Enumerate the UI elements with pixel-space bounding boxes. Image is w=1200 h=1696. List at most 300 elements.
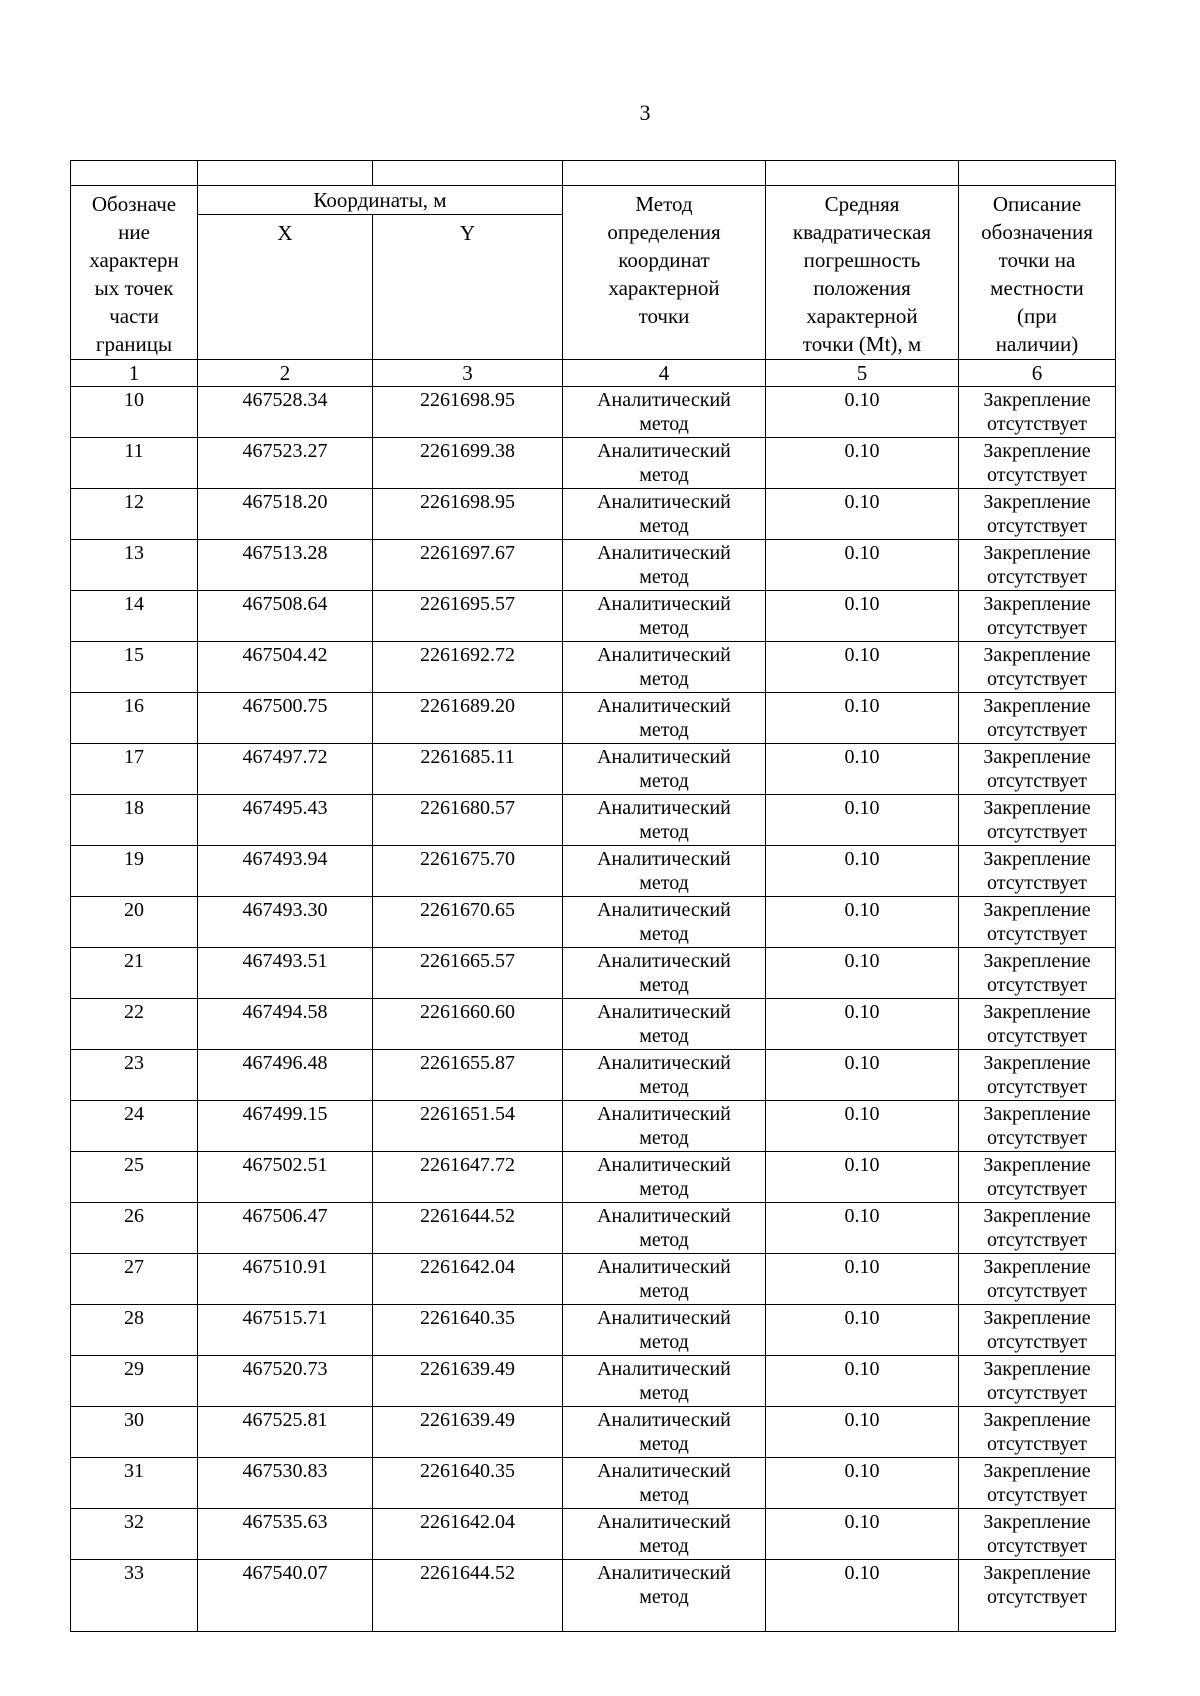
cell-description-text: отсутствует xyxy=(986,923,1088,945)
table-row xyxy=(71,1509,1116,1560)
cell-description-text: отсутствует xyxy=(986,872,1088,894)
cell-y-text: 2261692.72 xyxy=(420,644,515,666)
cell-method-text: метод xyxy=(639,974,689,996)
cell-point-number-text: 29 xyxy=(124,1358,144,1380)
column-number: 6 xyxy=(959,360,1116,387)
header-line: характерной xyxy=(806,304,918,328)
cell-point-number-text: 31 xyxy=(124,1460,144,1482)
cell-point-number-text: 21 xyxy=(124,950,144,972)
header-line: местности xyxy=(990,276,1084,300)
header-line: наличии) xyxy=(995,332,1079,356)
header-method xyxy=(563,186,766,360)
cell-mt-text: 0.10 xyxy=(844,1307,880,1329)
cell-x xyxy=(198,1254,373,1305)
cell-description-text: Закрепление xyxy=(983,1052,1091,1074)
cell-method xyxy=(563,591,766,642)
cell-method-text: метод xyxy=(639,923,689,945)
cell-x-text: 467520.73 xyxy=(242,1358,328,1380)
cell-mt xyxy=(766,1560,959,1632)
header-line: ние xyxy=(118,220,150,244)
cell-y-text: 2261639.49 xyxy=(420,1409,515,1431)
cell-y-text: 2261640.35 xyxy=(420,1307,515,1329)
cell-method xyxy=(563,1560,766,1632)
cell-description-text: отсутствует xyxy=(986,719,1088,741)
table-row xyxy=(71,1050,1116,1101)
cell-point-number xyxy=(71,897,198,948)
cell-x xyxy=(198,1458,373,1509)
cell-x xyxy=(198,1356,373,1407)
cell-x xyxy=(198,1050,373,1101)
cell-description-text: Закрепление xyxy=(983,1103,1091,1125)
table-row xyxy=(71,744,1116,795)
cell-mt-text: 0.10 xyxy=(844,593,880,615)
cell-mt-text: 0.10 xyxy=(844,848,880,870)
cell-x-text: 467497.72 xyxy=(242,746,328,768)
cell-description xyxy=(959,540,1116,591)
cell-y-text: 2261670.65 xyxy=(420,899,515,921)
cell-point-number-text: 23 xyxy=(124,1052,144,1074)
cell-method-text: Аналитический xyxy=(597,848,731,870)
cell-y-text: 2261675.70 xyxy=(420,848,515,870)
cell-method-text: Аналитический xyxy=(597,797,731,819)
header-line: точки xyxy=(638,304,690,328)
cell-point-number xyxy=(71,1458,198,1509)
cell-method-text: метод xyxy=(639,1433,689,1455)
cell-description-text: отсутствует xyxy=(986,1382,1088,1404)
cell-description xyxy=(959,1458,1116,1509)
cell-x xyxy=(198,693,373,744)
cell-mt-text: 0.10 xyxy=(844,797,880,819)
header-line: погрешность xyxy=(803,248,921,272)
cell-mt-text: 0.10 xyxy=(844,1511,880,1533)
cell-method-text: Аналитический xyxy=(597,542,731,564)
cell-point-number xyxy=(71,489,198,540)
cell-method xyxy=(563,1203,766,1254)
cell-method xyxy=(563,897,766,948)
cell-y xyxy=(373,846,563,897)
cell-method xyxy=(563,846,766,897)
cell-mt xyxy=(766,999,959,1050)
cell-method-text: метод xyxy=(639,872,689,894)
cell-y xyxy=(373,1305,563,1356)
cell-description-text: отсутствует xyxy=(986,566,1088,588)
cell-method-text: метод xyxy=(639,464,689,486)
cell-x xyxy=(198,1101,373,1152)
cell-point-number-text: 25 xyxy=(124,1154,144,1176)
header-line: Средняя xyxy=(824,192,900,216)
cell-method xyxy=(563,948,766,999)
cell-x-text: 467525.81 xyxy=(242,1409,328,1431)
cell-method xyxy=(563,744,766,795)
cell-description xyxy=(959,999,1116,1050)
cell-description-text: отсутствует xyxy=(986,974,1088,996)
cell-description xyxy=(959,1356,1116,1407)
table-row xyxy=(71,489,1116,540)
cell-method-text: метод xyxy=(639,413,689,435)
cell-point-number-text: 28 xyxy=(124,1307,144,1329)
column-number: 2 xyxy=(198,360,373,387)
cell-description-text: Закрепление xyxy=(983,1205,1091,1227)
cell-description-text: Закрепление xyxy=(983,389,1091,411)
cell-point-number-text: 12 xyxy=(124,491,144,513)
cell-method-text: метод xyxy=(639,770,689,792)
cell-x xyxy=(198,846,373,897)
cell-x-text: 467494.58 xyxy=(242,1001,328,1023)
blank-cell xyxy=(766,161,959,186)
table-row xyxy=(71,1407,1116,1458)
cell-x-text: 467493.51 xyxy=(242,950,328,972)
cell-y xyxy=(373,1509,563,1560)
cell-x xyxy=(198,540,373,591)
cell-description xyxy=(959,489,1116,540)
cell-method xyxy=(563,642,766,693)
cell-description-text: отсутствует xyxy=(986,464,1088,486)
cell-point-number xyxy=(71,744,198,795)
cell-mt-text: 0.10 xyxy=(844,1052,880,1074)
blank-cell xyxy=(373,161,563,186)
header-line: определения xyxy=(607,220,721,244)
cell-point-number-text: 19 xyxy=(124,848,144,870)
cell-point-number xyxy=(71,795,198,846)
header-line: точки на xyxy=(998,248,1076,272)
cell-method xyxy=(563,795,766,846)
cell-point-number-text: 14 xyxy=(124,593,144,615)
cell-method-text: Аналитический xyxy=(597,1154,731,1176)
cell-y-text: 2261647.72 xyxy=(420,1154,515,1176)
cell-description-text: отсутствует xyxy=(986,413,1088,435)
cell-point-number xyxy=(71,1101,198,1152)
cell-x-text: 467535.63 xyxy=(242,1511,328,1533)
cell-description-text: отсутствует xyxy=(986,1178,1088,1200)
cell-description-text: Закрепление xyxy=(983,542,1091,564)
table-row xyxy=(71,438,1116,489)
cell-point-number xyxy=(71,1152,198,1203)
cell-mt-text: 0.10 xyxy=(844,1256,880,1278)
cell-x xyxy=(198,591,373,642)
cell-description xyxy=(959,1050,1116,1101)
cell-description-text: Закрепление xyxy=(983,644,1091,666)
cell-x xyxy=(198,1407,373,1458)
cell-x xyxy=(198,1305,373,1356)
cell-description xyxy=(959,642,1116,693)
cell-point-number-text: 22 xyxy=(124,1001,144,1023)
cell-mt-text: 0.10 xyxy=(844,1001,880,1023)
cell-method-text: Аналитический xyxy=(597,1001,731,1023)
cell-method-text: метод xyxy=(639,668,689,690)
cell-mt xyxy=(766,693,959,744)
cell-method-text: Аналитический xyxy=(597,746,731,768)
cell-method-text: Аналитический xyxy=(597,1409,731,1431)
cell-y xyxy=(373,438,563,489)
cell-y xyxy=(373,795,563,846)
cell-description xyxy=(959,1509,1116,1560)
cell-x xyxy=(198,1152,373,1203)
cell-description-text: Закрепление xyxy=(983,1562,1091,1584)
cell-y-text: 2261680.57 xyxy=(420,797,515,819)
cell-x xyxy=(198,642,373,693)
cell-description xyxy=(959,795,1116,846)
cell-mt xyxy=(766,591,959,642)
cell-description-text: отсутствует xyxy=(986,1280,1088,1302)
cell-x xyxy=(198,948,373,999)
cell-description-text: Закрепление xyxy=(983,1001,1091,1023)
cell-x xyxy=(198,744,373,795)
cell-description xyxy=(959,1203,1116,1254)
cell-method-text: метод xyxy=(639,1127,689,1149)
cell-mt xyxy=(766,1254,959,1305)
cell-mt-text: 0.10 xyxy=(844,1409,880,1431)
table-row xyxy=(71,999,1116,1050)
blank-cell xyxy=(71,161,198,186)
cell-x xyxy=(198,1509,373,1560)
cell-y-text: 2261642.04 xyxy=(420,1256,515,1278)
header-error xyxy=(766,186,959,360)
cell-mt xyxy=(766,642,959,693)
cell-method-text: Аналитический xyxy=(597,950,731,972)
cell-mt xyxy=(766,1101,959,1152)
cell-description xyxy=(959,1152,1116,1203)
cell-method-text: метод xyxy=(639,1229,689,1251)
cell-point-number xyxy=(71,1254,198,1305)
cell-point-number xyxy=(71,846,198,897)
cell-method-text: Аналитический xyxy=(597,491,731,513)
cell-y-text: 2261640.35 xyxy=(420,1460,515,1482)
cell-x-text: 467502.51 xyxy=(242,1154,328,1176)
cell-point-number xyxy=(71,438,198,489)
cell-y-text: 2261698.95 xyxy=(420,389,515,411)
cell-y-text: 2261644.52 xyxy=(420,1562,515,1584)
cell-point-number-text: 17 xyxy=(124,746,144,768)
cell-y xyxy=(373,1203,563,1254)
header-line: квадратическая xyxy=(792,220,932,244)
cell-point-number xyxy=(71,642,198,693)
cell-mt xyxy=(766,1050,959,1101)
cell-description xyxy=(959,387,1116,438)
table-row xyxy=(71,693,1116,744)
cell-method xyxy=(563,693,766,744)
cell-point-number-text: 20 xyxy=(124,899,144,921)
cell-description-text: отсутствует xyxy=(986,1229,1088,1251)
cell-y xyxy=(373,1458,563,1509)
header-line: обозначения xyxy=(981,220,1093,244)
cell-mt-text: 0.10 xyxy=(844,1103,880,1125)
column-number: 3 xyxy=(373,360,563,387)
cell-x-text: 467493.94 xyxy=(242,848,328,870)
cell-y-text: 2261642.04 xyxy=(420,1511,515,1533)
cell-point-number xyxy=(71,1356,198,1407)
cell-method-text: метод xyxy=(639,1280,689,1302)
cell-method xyxy=(563,1458,766,1509)
cell-mt-text: 0.10 xyxy=(844,950,880,972)
cell-method-text: метод xyxy=(639,566,689,588)
cell-point-number-text: 30 xyxy=(124,1409,144,1431)
cell-description-text: Закрепление xyxy=(983,1358,1091,1380)
header-line: (при xyxy=(1017,304,1057,328)
cell-method-text: метод xyxy=(639,515,689,537)
blank-cell xyxy=(198,161,373,186)
header-line: ых точек xyxy=(94,276,174,300)
cell-mt xyxy=(766,1458,959,1509)
cell-point-number xyxy=(71,1560,198,1632)
cell-y-text: 2261655.87 xyxy=(420,1052,515,1074)
column-number-row xyxy=(71,360,1116,387)
table-row xyxy=(71,1203,1116,1254)
cell-method-text: Аналитический xyxy=(597,389,731,411)
cell-method-text: Аналитический xyxy=(597,899,731,921)
cell-x-text: 467493.30 xyxy=(242,899,328,921)
header-y: Y xyxy=(373,215,563,360)
cell-point-number xyxy=(71,1509,198,1560)
cell-description xyxy=(959,897,1116,948)
cell-y-text: 2261665.57 xyxy=(420,950,515,972)
table-row xyxy=(71,948,1116,999)
column-number: 1 xyxy=(71,360,198,387)
cell-x-text: 467504.42 xyxy=(242,644,328,666)
cell-mt-text: 0.10 xyxy=(844,1154,880,1176)
cell-description-text: отсутствует xyxy=(986,515,1088,537)
cell-method-text: метод xyxy=(639,821,689,843)
table-row xyxy=(71,387,1116,438)
cell-description-text: отсутствует xyxy=(986,1127,1088,1149)
cell-point-number-text: 15 xyxy=(124,644,144,666)
cell-x-text: 467496.48 xyxy=(242,1052,328,1074)
cell-y xyxy=(373,744,563,795)
cell-point-number xyxy=(71,1305,198,1356)
cell-description xyxy=(959,948,1116,999)
cell-x xyxy=(198,438,373,489)
cell-point-number-text: 33 xyxy=(124,1562,144,1584)
page-number: 3 xyxy=(639,100,651,125)
cell-y xyxy=(373,1254,563,1305)
cell-y-text: 2261689.20 xyxy=(420,695,515,717)
cell-method-text: Аналитический xyxy=(597,1358,731,1380)
blank-cell xyxy=(563,161,766,186)
cell-description xyxy=(959,1101,1116,1152)
cell-method xyxy=(563,387,766,438)
cell-description-text: отсутствует xyxy=(986,1535,1088,1557)
cell-point-number-text: 32 xyxy=(124,1511,144,1533)
cell-point-number xyxy=(71,540,198,591)
table-top-blank-row xyxy=(71,161,1116,186)
cell-x xyxy=(198,1203,373,1254)
cell-method-text: Аналитический xyxy=(597,1256,731,1278)
table-row xyxy=(71,846,1116,897)
table-row xyxy=(71,1254,1116,1305)
table-row xyxy=(71,591,1116,642)
cell-description-text: Закрепление xyxy=(983,491,1091,513)
header-row xyxy=(71,186,1116,215)
header-line: характерн xyxy=(89,248,179,272)
cell-y-text: 2261699.38 xyxy=(420,440,515,462)
cell-point-number xyxy=(71,999,198,1050)
cell-x-text: 467508.64 xyxy=(242,593,328,615)
cell-x xyxy=(198,387,373,438)
cell-method-text: Аналитический xyxy=(597,1052,731,1074)
cell-method xyxy=(563,1509,766,1560)
cell-y xyxy=(373,591,563,642)
cell-method xyxy=(563,1407,766,1458)
cell-mt xyxy=(766,948,959,999)
table-row xyxy=(71,1356,1116,1407)
cell-description xyxy=(959,744,1116,795)
cell-description-text: отсутствует xyxy=(986,1331,1088,1353)
cell-x xyxy=(198,1560,373,1632)
cell-y xyxy=(373,387,563,438)
cell-y xyxy=(373,642,563,693)
cell-x-text: 467510.91 xyxy=(242,1256,328,1278)
cell-y xyxy=(373,693,563,744)
cell-point-number xyxy=(71,693,198,744)
cell-method-text: Аналитический xyxy=(597,440,731,462)
cell-description xyxy=(959,1407,1116,1458)
cell-mt xyxy=(766,846,959,897)
cell-description-text: Закрепление xyxy=(983,593,1091,615)
cell-description-text: отсутствует xyxy=(986,1025,1088,1047)
cell-y xyxy=(373,489,563,540)
cell-x xyxy=(198,795,373,846)
cell-description-text: Закрепление xyxy=(983,1511,1091,1533)
header-line: координат xyxy=(618,248,710,272)
cell-method xyxy=(563,1050,766,1101)
cell-mt-text: 0.10 xyxy=(844,1562,880,1584)
cell-y-text: 2261697.67 xyxy=(420,542,515,564)
cell-x xyxy=(198,489,373,540)
cell-x-text: 467530.83 xyxy=(242,1460,328,1482)
cell-description-text: отсутствует xyxy=(986,1586,1088,1608)
cell-y-text: 2261660.60 xyxy=(420,1001,515,1023)
blank-cell xyxy=(959,161,1116,186)
header-x: X xyxy=(198,215,373,360)
header-designation xyxy=(71,186,198,360)
cell-method-text: метод xyxy=(639,1382,689,1404)
cell-x-text: 467523.27 xyxy=(242,440,328,462)
header-description xyxy=(959,186,1116,360)
cell-method-text: Аналитический xyxy=(597,1460,731,1482)
cell-mt-text: 0.10 xyxy=(844,1205,880,1227)
cell-y xyxy=(373,999,563,1050)
cell-x xyxy=(198,897,373,948)
cell-method-text: метод xyxy=(639,1076,689,1098)
cell-y-text: 2261695.57 xyxy=(420,593,515,615)
cell-x-text: 467540.07 xyxy=(242,1562,328,1584)
cell-description xyxy=(959,591,1116,642)
cell-point-number xyxy=(71,1407,198,1458)
cell-description-text: Закрепление xyxy=(983,746,1091,768)
cell-mt-text: 0.10 xyxy=(844,491,880,513)
cell-mt-text: 0.10 xyxy=(844,542,880,564)
cell-description-text: Закрепление xyxy=(983,695,1091,717)
header-line: границы xyxy=(95,332,173,356)
cell-description-text: Закрепление xyxy=(983,1256,1091,1278)
cell-x-text: 467500.75 xyxy=(242,695,328,717)
cell-description-text: отсутствует xyxy=(986,1484,1088,1506)
cell-mt-text: 0.10 xyxy=(844,746,880,768)
cell-mt-text: 0.10 xyxy=(844,440,880,462)
cell-method-text: Аналитический xyxy=(597,1205,731,1227)
column-number: 5 xyxy=(766,360,959,387)
cell-y xyxy=(373,1407,563,1458)
cell-x xyxy=(198,999,373,1050)
cell-y-text: 2261685.11 xyxy=(420,746,515,768)
cell-description-text: Закрепление xyxy=(983,797,1091,819)
cell-mt xyxy=(766,897,959,948)
cell-mt-text: 0.10 xyxy=(844,1358,880,1380)
cell-method-text: Аналитический xyxy=(597,1307,731,1329)
cell-mt xyxy=(766,438,959,489)
cell-description-text: Закрепление xyxy=(983,440,1091,462)
cell-method xyxy=(563,1305,766,1356)
cell-y-text: 2261639.49 xyxy=(420,1358,515,1380)
